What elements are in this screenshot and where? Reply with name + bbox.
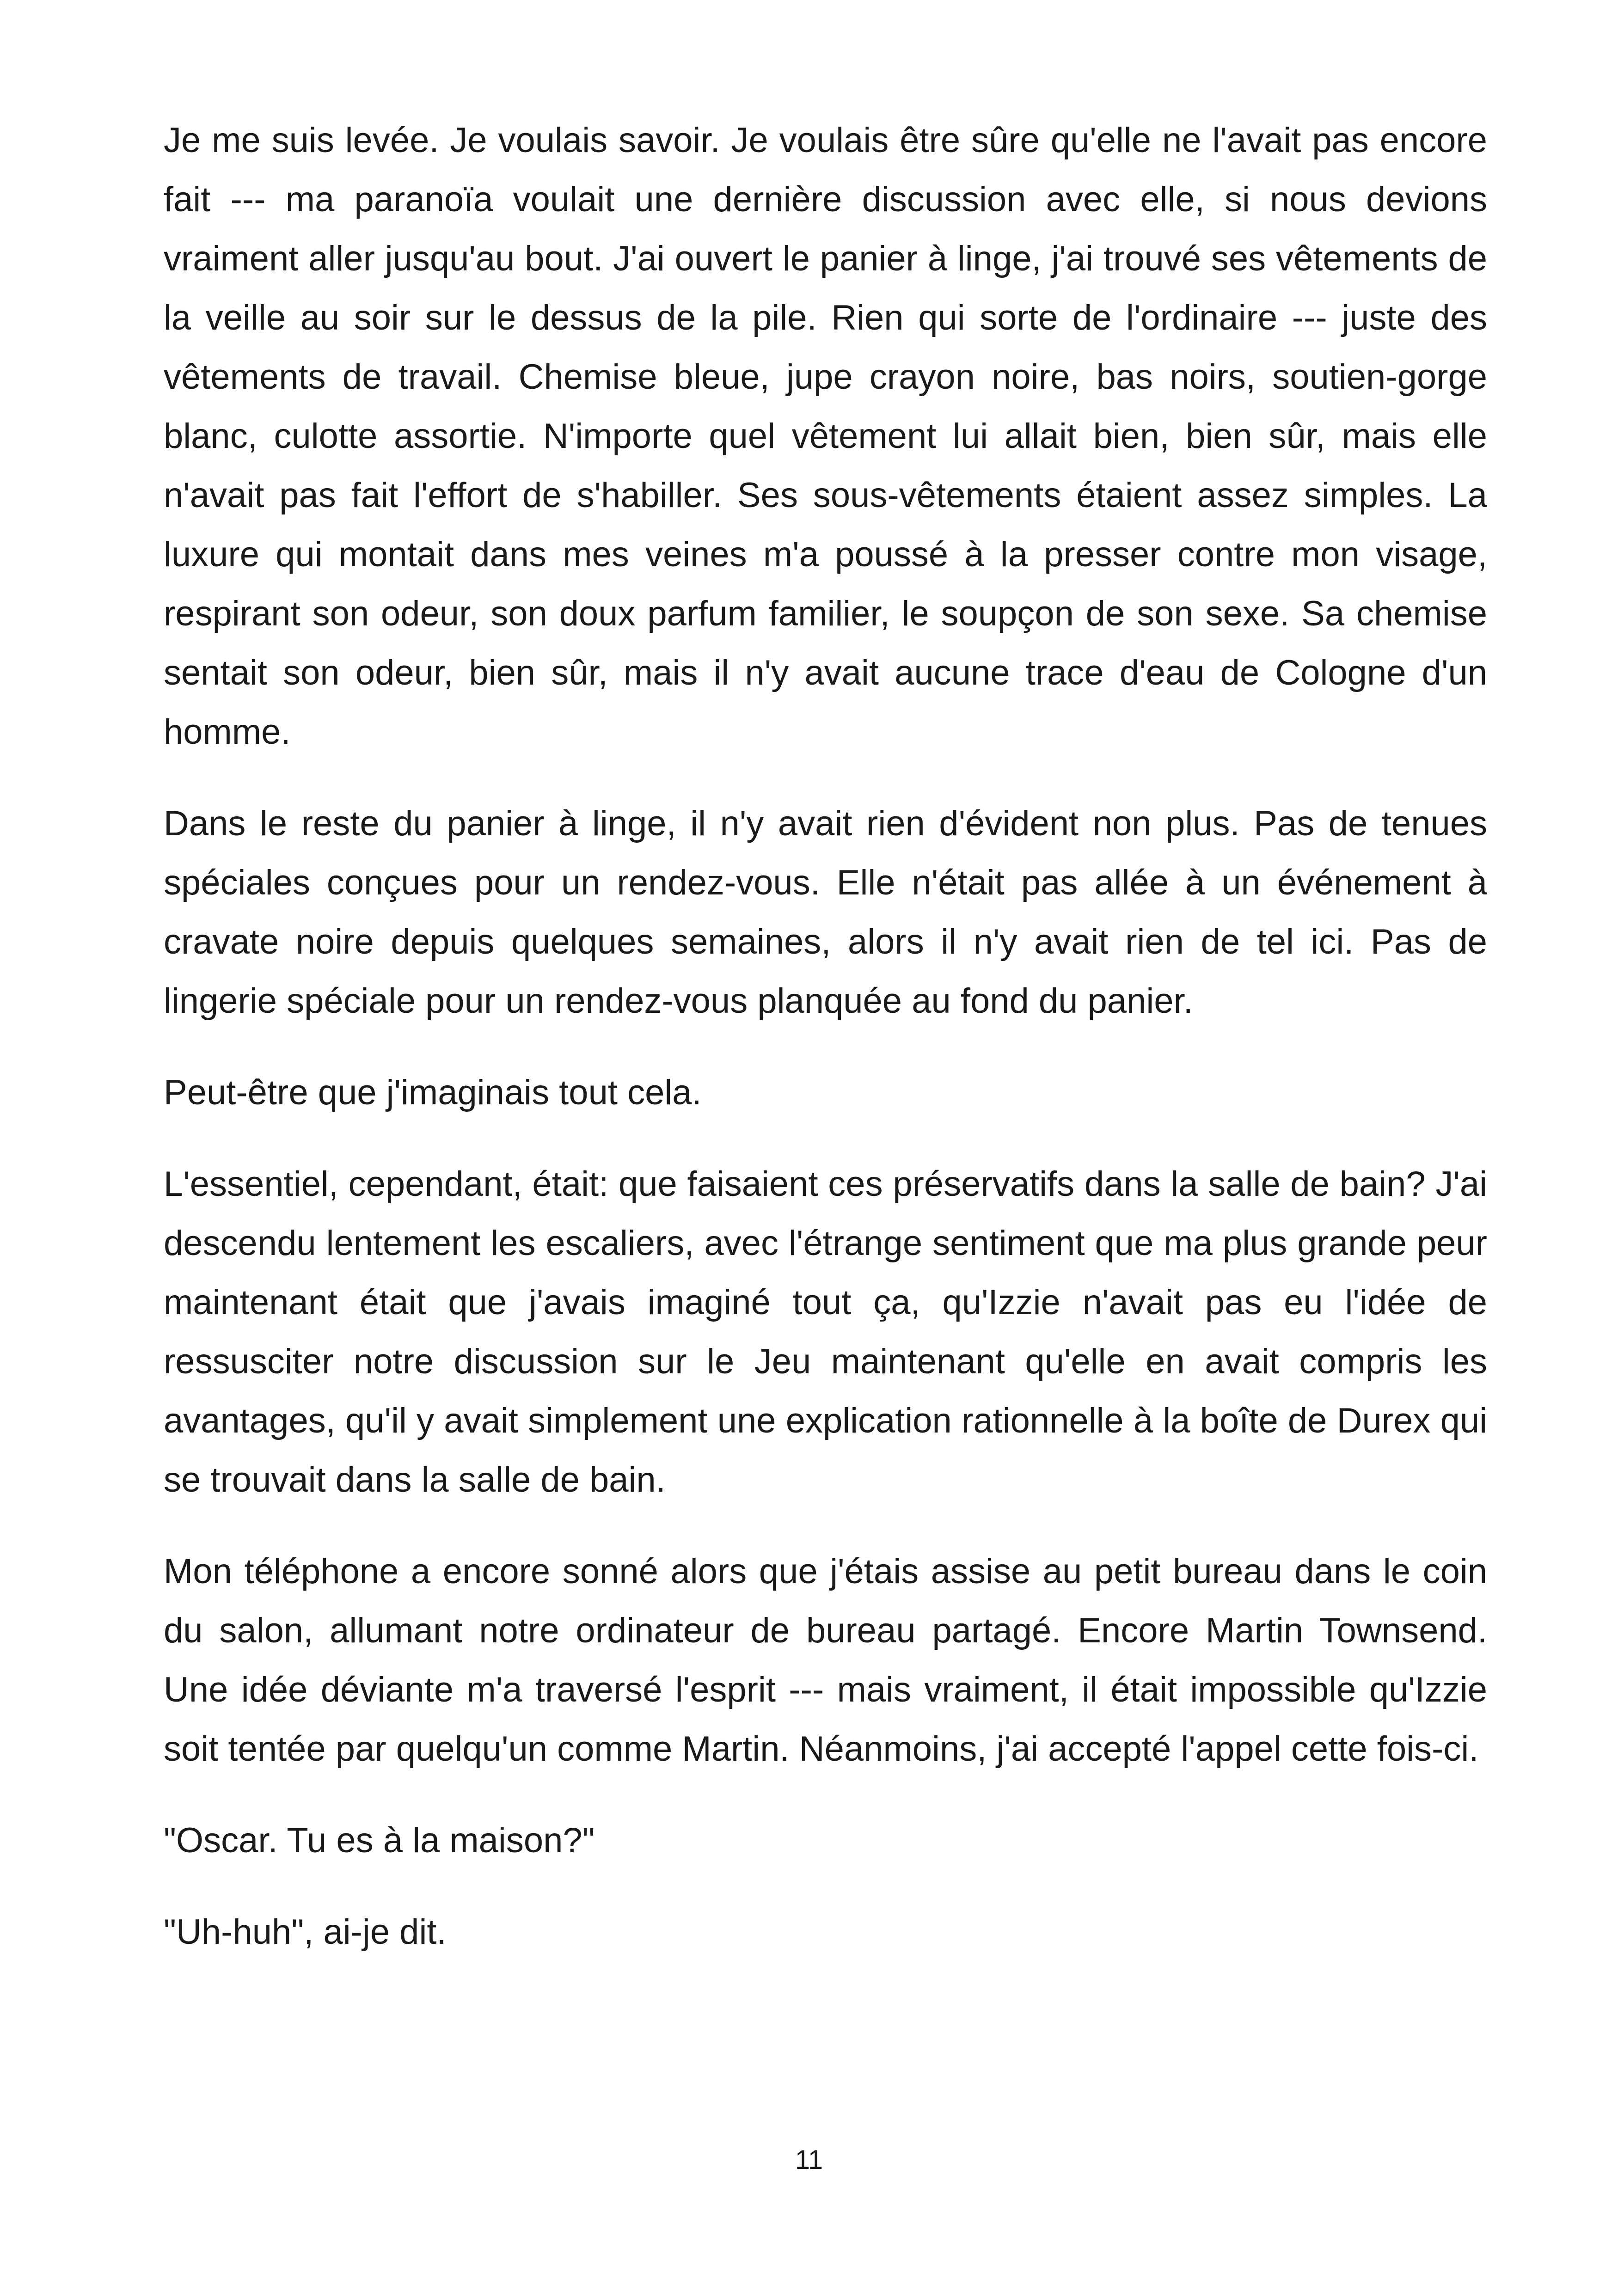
paragraph: Mon téléphone a encore sonné alors que j'étais assise au petit bureau dans le coin du salon, allumant notre ordinateur de bureau partagé. Encore Martin Townsend. Une idée déviante m'a traversé l'esprit --- mais vraiment, il était impossible qu'Izzie soit tentée par quelqu'un comme Martin. Néanmoins, j'ai accepté l'appel cette fois-ci. <box>164 1552 1487 1769</box>
dialogue-line: "Uh-huh", ai-je dit. <box>164 1912 447 1952</box>
body-text <box>164 111 1487 1994</box>
paragraph: L'essentiel, cependant, était: que faisaient ces préservatifs dans la salle de bain? J'ai descendu lentement les escaliers, avec l'étrange sentiment que ma plus grande peur maintenant était que j'avais imaginé tout ça, qu'Izzie n'avait pas eu l'idée de ressusciter notre discussion sur le Jeu maintenant qu'elle en avait compris les avantages, qu'il y avait simplement une explication rationnelle à la boîte de Durex qui se trouvait dans la salle de bain. <box>164 1164 1487 1500</box>
dialogue-line: "Oscar. Tu es à la maison?" <box>164 1821 595 1860</box>
paragraph: Je me suis levée. Je voulais savoir. Je voulais être sûre qu'elle ne l'avait pas encore fait --- ma paranoïa voulait une dernière discussion avec elle, si nous devions vraiment aller jusqu'au bout. J'ai ouvert le panier à linge, j'ai trouvé ses vêtements de la veille au soir sur le dessus de la pile. Rien qui sorte de l'ordinaire --- juste des vêtements de travail. Chemise bleue, jupe crayon noire, bas noirs, soutien-gorge blanc, culotte assortie. N'importe quel vêtement lui allait bien, bien sûr, mais elle n'avait pas fait l'effort de s'habiller. Ses sous-vêtements étaient assez simples. La luxure qui montait dans mes veines m'a poussé à la presser contre mon visage, respirant son odeur, son doux parfum familier, le soupçon de son sexe. Sa chemise sentait son odeur, bien sûr, mais il n'y avait aucune trace d'eau de Cologne d'un homme. <box>164 121 1487 752</box>
paragraph: Peut-être que j'imaginais tout cela. <box>164 1073 702 1112</box>
paragraph: Dans le reste du panier à linge, il n'y avait rien d'évident non plus. Pas de tenues spéciales conçues pour un rendez-vous. Elle n'était pas allée à un événement à cravate noire depuis quelques semaines, alors il n'y avait rien de tel ici. Pas de lingerie spéciale pour un rendez-vous planquée au fond du panier. <box>164 804 1487 1021</box>
page-number: 11 <box>795 2145 823 2175</box>
